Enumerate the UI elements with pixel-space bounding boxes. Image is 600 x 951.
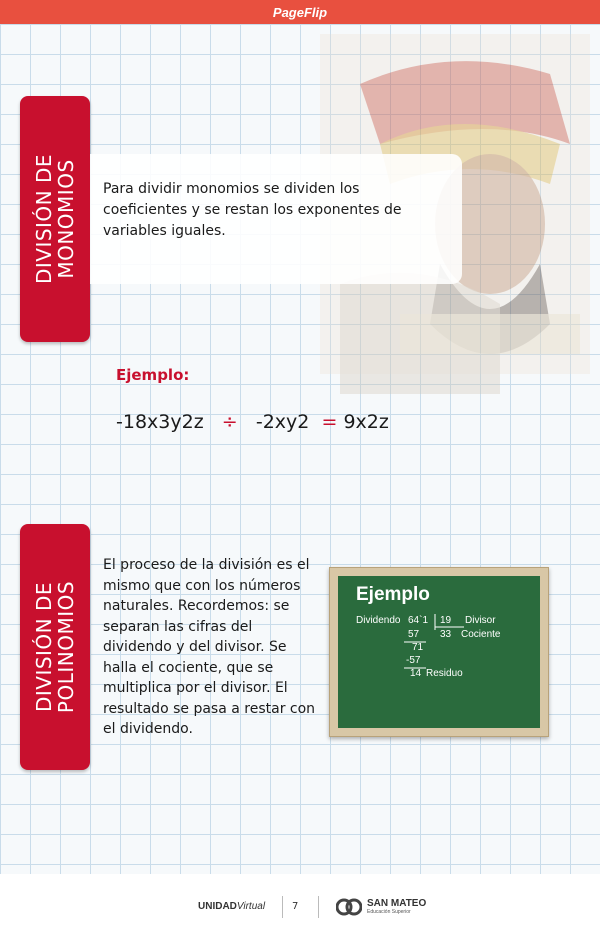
section-tab-label: DIVISIÓN DE MONOMIOS: [32, 153, 79, 285]
unidad-virtual-logo: UNIDADVirtual: [198, 901, 266, 912]
chalkboard-surface: [338, 576, 540, 728]
dividend-value: 64`1: [408, 615, 429, 626]
divide-symbol: ÷: [221, 411, 238, 433]
divisor-label: Divisor: [465, 615, 496, 626]
dividend-label: Dividendo: [356, 615, 401, 626]
app-title: PageFlip: [272, 4, 328, 20]
subtraction-2: -57: [406, 655, 421, 666]
polinomios-description: El proceso de la división es el mismo que con los números naturales. Recordemos: se separan las cifras del dividendo y del divisor. Se halla el cociente, que se multiplica por el divisor. El resultado se pasa a restar con el dividendo.: [103, 557, 316, 737]
section-tab-division-polinomios: [20, 524, 90, 770]
section-tab-label: DIVISIÓN DE POLINOMIOS: [32, 580, 79, 714]
remainder-label: Residuo: [426, 668, 463, 679]
example-formula: [116, 411, 456, 433]
example-label: Ejemplo:: [116, 366, 190, 384]
chalkboard-example: [329, 567, 549, 737]
subtraction-1: 57: [408, 629, 420, 640]
formula-divisor: -2xy2: [255, 411, 310, 433]
institution-subtitle: Educación Superior: [367, 909, 411, 915]
remainder-step-1: 71: [412, 642, 424, 653]
page-footer: [0, 874, 600, 951]
monomios-description: Para dividir monomios se dividen los coeficientes y se restan los exponentes de variables iguales.: [103, 181, 402, 239]
chalkboard-title: Ejemplo: [356, 584, 430, 605]
section-tab-division-monomios: [20, 96, 90, 342]
san-mateo-logo-icon: [336, 895, 362, 919]
page-number: 7: [292, 901, 299, 912]
formula-dividend: -18x3y2z: [116, 411, 204, 433]
quotient-value: 33: [440, 629, 452, 640]
document-page: [0, 24, 600, 874]
pageflip-header-bar: [0, 0, 600, 24]
divisor-value: 19: [440, 615, 452, 626]
quotient-label: Cociente: [461, 629, 501, 640]
equals-symbol: =: [321, 411, 338, 433]
institution-name: SAN MATEO: [367, 898, 427, 909]
remainder-value: 14: [410, 668, 422, 679]
footer-divider: [282, 896, 283, 918]
formula-result: 9x2z: [343, 411, 389, 433]
footer-divider: [318, 896, 319, 918]
